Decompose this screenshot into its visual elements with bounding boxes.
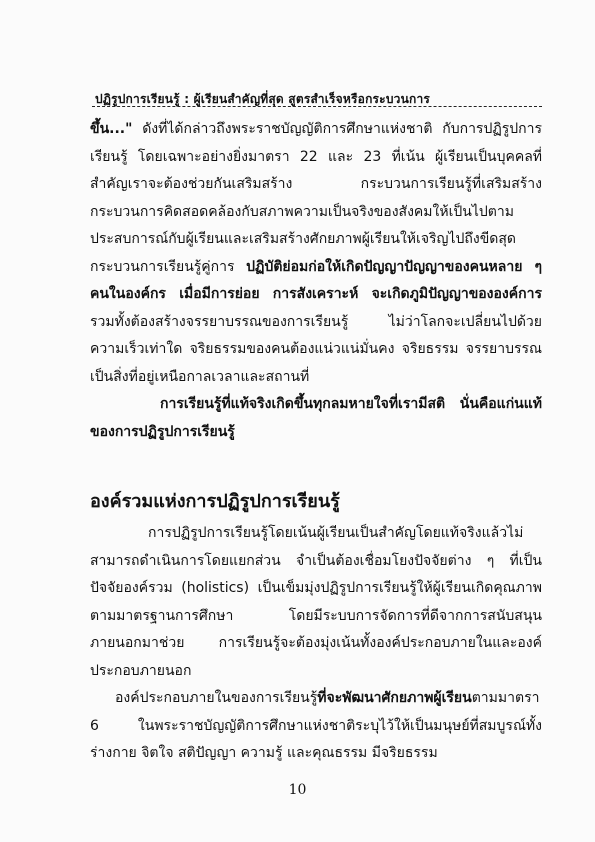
running-header: ปฏิรูปการเรียนรู้ : ผู้เรียนสำคัญที่สุด สูตรสำเร็จหรือกระบวนการ (95, 92, 431, 106)
page-number: 10 (288, 782, 307, 798)
paragraph-4-text: ตามมาตรา 6 ในพระราชบัญญัติการศึกษาแห่งชาติระบุไว้ให้เป็นมนุษย์ที่สมบูรณ์ทั้งร่างกาย จิตใจ สติปัญญา ความรู้ และคุณธรรม มีจริยธรรม (90, 690, 542, 761)
paragraph-1-lead: ขึ้น..." (90, 121, 133, 137)
paragraph-4-emphasis: ที่จะพัฒนาศักยภาพผู้เรียน (317, 690, 472, 706)
paragraph-4-lead: องค์ประกอบภายในของการเรียนรู้ (115, 690, 318, 706)
paragraph-4 (90, 685, 542, 768)
header-divider (92, 106, 542, 107)
paragraph-1-tail: รวมทั้งต้องสร้างจรรยาบรรณของการเรียนรู้ ไม่ว่าโลกจะเปลี่ยนไปด้วยความเร็วเท่าใด จริยธรรมของคนต้องแน่วแน่มั่นคง จริยธรรม จรรยาบรรณเป็นสิ่งที่อยู่เหนือกาลเวลาและสถานที่ (90, 313, 542, 385)
paragraph-1 (90, 116, 542, 391)
section-heading: องค์รวมแห่งการปฏิรูปการเรียนรู้ (90, 491, 340, 512)
paragraph-3: การปฏิรูปการเรียนรู้โดยเน้นผู้เรียนเป็นสำคัญโดยแท้จริงแล้วไม่สามารถดำเนินการโดยแยกส่วน จำเป็นต้องเชื่อมโยงปัจจัยต่าง ๆ ที่เป็นปัจจัยองค์รวม (holistics) เป็นเข็มมุ่งปฏิรูปการเรียนรู้ให้ผู้เรียนเกิดคุณภาพตามมาตรฐานการศึกษา โดยมีระบบการจัดการที่ดีจากการสนับสนุนภายนอกมาช่วย การเรียนรู้จะต้องมุ่งเน้นทั้งองค์ประกอบภายในและองค์ประกอบภายนอก (90, 525, 542, 679)
paragraph-1-emphasis: ปฏิบัติย่อมก่อให้เกิดปัญญาปัญญาของคนหลาย ๆ คนในองค์กร เมื่อมีการย่อย การสังเคราะห์ จะเกิดภูมิปัญญาขององค์การ (90, 258, 543, 302)
paragraph-2-emphasis: การเรียนรู้ที่แท้จริงเกิดขึ้นทุกลมหายใจที่เรามีสติ นั่นคือแก่นแท้ของการปฏิรูปการเรียนรู้ (90, 396, 542, 440)
section-1-body (90, 116, 542, 446)
section-2-body (90, 520, 542, 768)
paragraph-1-text: ดังที่ได้กล่าวถึงพระราชบัญญัติการศึกษาแห่งชาติ กับการปฏิรูปการเรียนรู้ โดยเฉพาะอย่างยิ่งมาตรา 22 และ 23 ที่เน้น ผู้เรียนเป็นบุคคลที่สำคัญเราจะต้องช่วยกันเสริมสร้าง กระบวนการเรียนรู้ที่เสริมสร้างกระบวนการคิดสอดคล้องกับสภาพความเป็นจริงของสังคมให้เป็นไปตามประสบการณ์กับผู้เรียนและเสริมสร้างศักยภาพผู้เรียนให้เจริญไปถึงขีดสุดกระบวนการเรียนรู้คู่การ (90, 121, 542, 275)
